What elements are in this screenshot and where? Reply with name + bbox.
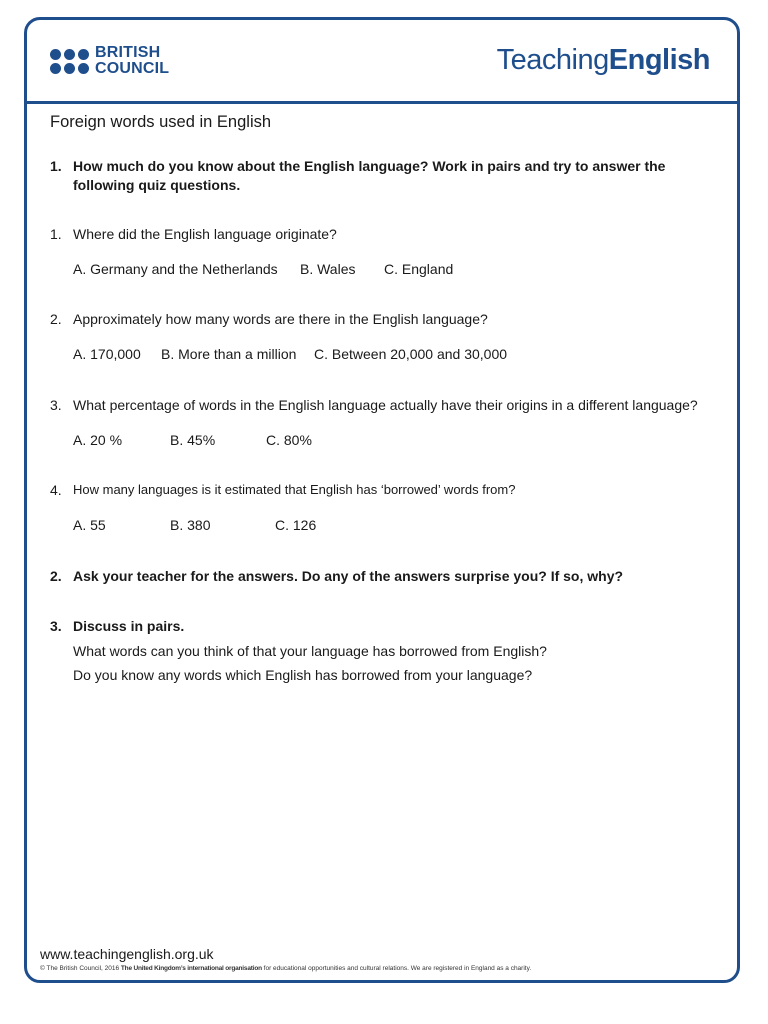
copyright-organisation: The United Kingdom’s international organisation xyxy=(120,965,262,972)
british-council-logo xyxy=(50,42,169,80)
teaching-english-logo: TeachingEnglish xyxy=(496,44,710,76)
copyright-start: © The British Council, 2016 xyxy=(40,965,121,972)
option-b: B. 380 xyxy=(170,517,211,533)
question-number: 1. xyxy=(50,226,62,242)
task-3-number: 3. xyxy=(50,618,62,634)
page-title: Foreign words used in English xyxy=(50,113,272,131)
option-b: B. Wales xyxy=(300,261,356,277)
option-c: C. England xyxy=(384,261,454,277)
option-a: A. Germany and the Netherlands xyxy=(73,261,278,277)
task-2-text: Ask your teacher for the answers. Do any of the answers surprise you? If so, why? xyxy=(73,568,624,584)
option-a: A. 55 xyxy=(73,517,106,533)
copyright-end: for educational opportunities and cultural relations. We are registered in England as a charity. xyxy=(261,965,532,972)
question-text: Approximately how many words are there in the English language? xyxy=(73,311,488,327)
option-c: C. 126 xyxy=(275,517,317,533)
task-2-number: 2. xyxy=(50,568,62,584)
task-1-line-1: How much do you know about the English language? Work in pairs and try to answer the xyxy=(73,158,666,174)
option-a: A. 20 % xyxy=(73,432,123,448)
task-3-line-1: What words can you think of that your language has borrowed from English? xyxy=(73,643,547,659)
option-a: A. 170,000 xyxy=(73,346,141,362)
task-3-line-2: Do you know any words which English has borrowed from your language? xyxy=(73,667,533,683)
question-number: 2. xyxy=(50,311,62,327)
question-number: 4. xyxy=(50,482,62,498)
option-c: C. 80% xyxy=(266,432,312,448)
option-c: C. Between 20,000 and 30,000 xyxy=(314,346,508,362)
footer-copyright xyxy=(40,965,531,972)
footer-website-link[interactable]: www.teachingenglish.org.uk xyxy=(40,946,214,962)
question-number: 3. xyxy=(50,397,62,413)
option-b: B. More than a million xyxy=(161,346,297,362)
british-council-dots-icon xyxy=(50,49,89,74)
task-1-line-2: following quiz questions. xyxy=(73,177,241,193)
question-text: How many languages is it estimated that English has ‘borrowed’ words from? xyxy=(73,482,516,497)
header-divider xyxy=(24,101,740,104)
question-text: Where did the English language originate? xyxy=(73,226,337,242)
option-b: B. 45% xyxy=(170,432,216,448)
british-council-wordmark: BRITISH COUNCIL xyxy=(95,44,170,77)
task-1-number: 1. xyxy=(50,158,62,174)
question-text: What percentage of words in the English language actually have their origins in a different language? xyxy=(73,397,698,413)
task-3-heading: Discuss in pairs. xyxy=(73,618,185,634)
